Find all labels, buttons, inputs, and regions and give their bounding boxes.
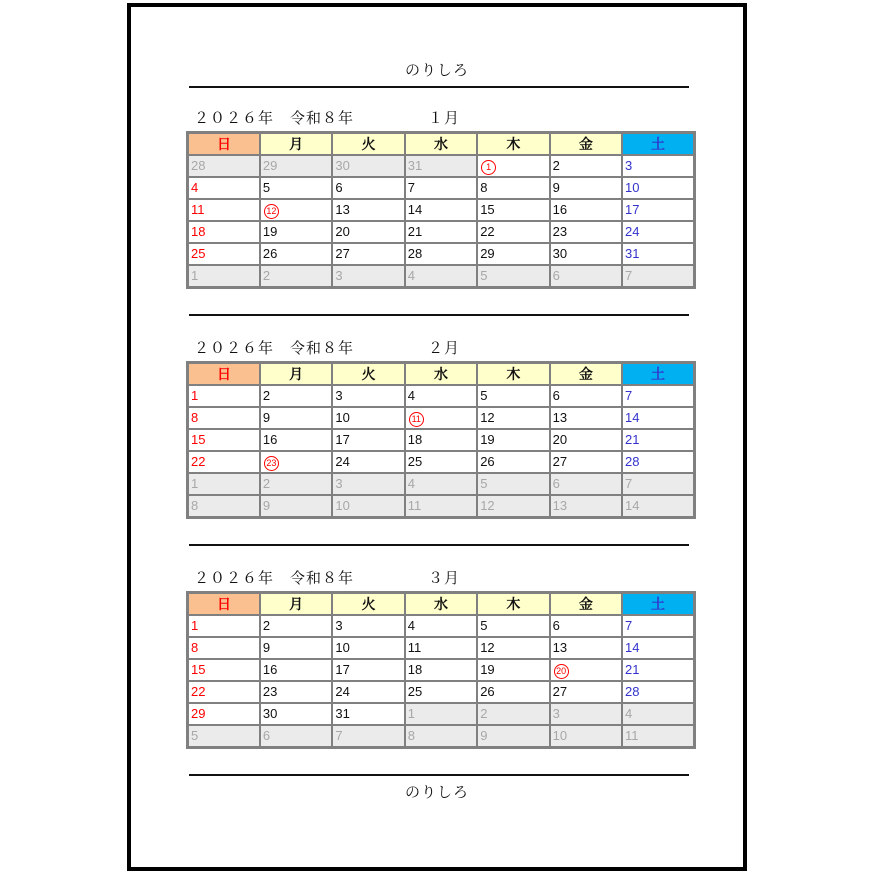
day-cell: 3 <box>622 155 694 177</box>
day-cell-out-of-month: 2 <box>260 265 332 287</box>
day-cell-out-of-month: 4 <box>405 473 477 495</box>
month-section-january <box>186 107 696 289</box>
day-cell: 1 <box>188 385 260 407</box>
day-cell-out-of-month: 12 <box>477 495 549 517</box>
weekday-header-cell: 月 <box>260 133 332 156</box>
day-cell-out-of-month: 1 <box>188 473 260 495</box>
day-cell: 6 <box>332 177 404 199</box>
day-cell: 11 <box>188 199 260 221</box>
day-cell: 25 <box>188 243 260 265</box>
day-cell-out-of-month: 30 <box>332 155 404 177</box>
day-cell-out-of-month: 13 <box>550 495 622 517</box>
day-cell: 14 <box>405 199 477 221</box>
day-cell: 18 <box>188 221 260 243</box>
weekday-header-cell: 木 <box>477 363 549 386</box>
day-cell: 26 <box>260 243 332 265</box>
weekday-header-cell: 火 <box>332 363 404 386</box>
day-cell: 22 <box>477 221 549 243</box>
calendar-page-frame <box>127 3 747 871</box>
weekday-header-cell: 土 <box>622 593 694 616</box>
day-cell: 23 <box>260 681 332 703</box>
day-cell: 1 <box>188 615 260 637</box>
day-cell-out-of-month: 28 <box>188 155 260 177</box>
day-cell-out-of-month: 4 <box>622 703 694 725</box>
day-cell: 4 <box>188 177 260 199</box>
day-cell: 14 <box>622 407 694 429</box>
holiday-circle-mark: 1 <box>481 160 496 175</box>
day-cell-out-of-month: 6 <box>550 265 622 287</box>
day-cell: 16 <box>260 429 332 451</box>
weekday-header-cell: 水 <box>405 133 477 156</box>
day-cell: 2 <box>260 385 332 407</box>
holiday-circle-mark: 11 <box>409 412 424 427</box>
day-cell-holiday <box>405 407 477 429</box>
weekday-header-row <box>188 363 695 386</box>
weekday-header-cell: 日 <box>188 363 260 386</box>
day-cell: 3 <box>332 385 404 407</box>
day-cell: 28 <box>622 681 694 703</box>
weekday-header-cell: 水 <box>405 363 477 386</box>
day-cell-out-of-month: 11 <box>405 495 477 517</box>
day-cell: 7 <box>405 177 477 199</box>
day-cell-out-of-month: 9 <box>477 725 549 747</box>
year-era-label: ２０２６年 令和８年 <box>194 110 355 127</box>
weekday-header-cell: 金 <box>550 593 622 616</box>
day-cell: 16 <box>550 199 622 221</box>
calendar-table-march <box>186 591 696 749</box>
day-cell: 8 <box>188 407 260 429</box>
day-cell: 28 <box>405 243 477 265</box>
day-cell-out-of-month: 2 <box>260 473 332 495</box>
day-cell: 30 <box>260 703 332 725</box>
day-cell: 27 <box>332 243 404 265</box>
day-cell: 27 <box>550 681 622 703</box>
calendar-week-row <box>188 659 695 681</box>
day-cell: 23 <box>550 221 622 243</box>
day-cell: 21 <box>405 221 477 243</box>
calendar-week-row <box>188 221 695 243</box>
day-cell: 3 <box>332 615 404 637</box>
day-cell: 26 <box>477 451 549 473</box>
day-cell: 12 <box>477 407 549 429</box>
day-cell-holiday <box>260 199 332 221</box>
calendar-week-row <box>188 451 695 473</box>
day-cell: 6 <box>550 615 622 637</box>
day-cell: 9 <box>260 637 332 659</box>
weekday-header-cell: 日 <box>188 133 260 156</box>
month-title <box>186 107 696 131</box>
day-cell: 29 <box>188 703 260 725</box>
day-cell-out-of-month: 3 <box>332 265 404 287</box>
day-cell: 5 <box>477 615 549 637</box>
weekday-header-cell: 木 <box>477 133 549 156</box>
day-cell-holiday <box>550 659 622 681</box>
weekday-header-cell: 月 <box>260 593 332 616</box>
day-cell: 11 <box>405 637 477 659</box>
day-cell: 2 <box>260 615 332 637</box>
calendar-week-row <box>188 495 695 517</box>
calendar-week-row <box>188 681 695 703</box>
day-cell: 19 <box>477 429 549 451</box>
weekday-header-cell: 金 <box>550 133 622 156</box>
day-cell: 25 <box>405 681 477 703</box>
holiday-circle-mark: 23 <box>264 456 279 471</box>
weekday-header-cell: 金 <box>550 363 622 386</box>
day-cell: 14 <box>622 637 694 659</box>
weekday-header-cell: 土 <box>622 363 694 386</box>
calendar-week-row <box>188 615 695 637</box>
day-cell-out-of-month: 5 <box>477 473 549 495</box>
day-cell: 25 <box>405 451 477 473</box>
day-cell-out-of-month: 6 <box>260 725 332 747</box>
calendar-week-row <box>188 429 695 451</box>
calendar-table-january <box>186 131 696 289</box>
day-cell-out-of-month: 7 <box>622 265 694 287</box>
month-name-label: ２月 <box>428 340 461 357</box>
day-cell: 19 <box>477 659 549 681</box>
weekday-header-cell: 月 <box>260 363 332 386</box>
day-cell-out-of-month: 1 <box>188 265 260 287</box>
day-cell-out-of-month: 9 <box>260 495 332 517</box>
day-cell: 6 <box>550 385 622 407</box>
fold-line-middle-2 <box>189 544 689 546</box>
month-title <box>186 337 696 361</box>
day-cell: 28 <box>622 451 694 473</box>
day-cell: 19 <box>260 221 332 243</box>
calendar-week-row <box>188 725 695 747</box>
calendar-week-row <box>188 265 695 287</box>
day-cell: 13 <box>550 407 622 429</box>
day-cell: 7 <box>622 385 694 407</box>
day-cell: 13 <box>332 199 404 221</box>
day-cell-out-of-month: 31 <box>405 155 477 177</box>
day-cell-out-of-month: 7 <box>622 473 694 495</box>
day-cell: 16 <box>260 659 332 681</box>
day-cell: 15 <box>188 659 260 681</box>
year-era-label: ２０２６年 令和８年 <box>194 570 355 587</box>
day-cell: 17 <box>332 429 404 451</box>
calendar-week-row <box>188 703 695 725</box>
day-cell: 20 <box>332 221 404 243</box>
month-section-february <box>186 337 696 519</box>
calendar-table-february <box>186 361 696 519</box>
weekday-header-cell: 火 <box>332 133 404 156</box>
day-cell-out-of-month: 5 <box>477 265 549 287</box>
day-cell-out-of-month: 3 <box>550 703 622 725</box>
day-cell-out-of-month: 11 <box>622 725 694 747</box>
day-cell: 15 <box>188 429 260 451</box>
fold-line-middle-1 <box>189 314 689 316</box>
calendar-week-row <box>188 155 695 177</box>
day-cell: 4 <box>405 615 477 637</box>
day-cell-out-of-month: 6 <box>550 473 622 495</box>
weekday-header-cell: 木 <box>477 593 549 616</box>
day-cell-out-of-month: 8 <box>188 495 260 517</box>
day-cell-out-of-month: 5 <box>188 725 260 747</box>
weekday-header-cell: 日 <box>188 593 260 616</box>
day-cell: 29 <box>477 243 549 265</box>
holiday-circle-mark: 12 <box>264 204 279 219</box>
day-cell: 8 <box>477 177 549 199</box>
day-cell: 12 <box>477 637 549 659</box>
fold-line-bottom <box>189 774 689 776</box>
calendar-week-row <box>188 177 695 199</box>
day-cell: 7 <box>622 615 694 637</box>
day-cell: 27 <box>550 451 622 473</box>
year-era-label: ２０２６年 令和８年 <box>194 340 355 357</box>
day-cell: 24 <box>332 451 404 473</box>
day-cell-out-of-month: 10 <box>550 725 622 747</box>
day-cell: 17 <box>622 199 694 221</box>
day-cell-out-of-month: 8 <box>405 725 477 747</box>
holiday-circle-mark: 20 <box>554 664 569 679</box>
day-cell: 2 <box>550 155 622 177</box>
day-cell-out-of-month: 4 <box>405 265 477 287</box>
weekday-header-cell: 水 <box>405 593 477 616</box>
day-cell: 5 <box>477 385 549 407</box>
calendar-week-row <box>188 637 695 659</box>
day-cell: 13 <box>550 637 622 659</box>
day-cell: 10 <box>332 637 404 659</box>
day-cell-out-of-month: 29 <box>260 155 332 177</box>
day-cell-holiday <box>260 451 332 473</box>
day-cell: 9 <box>550 177 622 199</box>
day-cell-out-of-month: 3 <box>332 473 404 495</box>
day-cell: 30 <box>550 243 622 265</box>
day-cell: 24 <box>622 221 694 243</box>
calendar-week-row <box>188 243 695 265</box>
weekday-header-cell: 火 <box>332 593 404 616</box>
fold-line-top <box>189 86 689 88</box>
day-cell: 26 <box>477 681 549 703</box>
month-title <box>186 567 696 591</box>
day-cell: 10 <box>622 177 694 199</box>
day-cell-out-of-month: 1 <box>405 703 477 725</box>
weekday-header-row <box>188 133 695 156</box>
glue-margin-label-bottom: のりしろ <box>404 784 469 801</box>
day-cell: 21 <box>622 429 694 451</box>
day-cell: 31 <box>332 703 404 725</box>
day-cell: 5 <box>260 177 332 199</box>
day-cell: 18 <box>405 429 477 451</box>
calendar-week-row <box>188 199 695 221</box>
day-cell-out-of-month: 7 <box>332 725 404 747</box>
day-cell-holiday <box>477 155 549 177</box>
day-cell: 31 <box>622 243 694 265</box>
day-cell: 4 <box>405 385 477 407</box>
day-cell: 18 <box>405 659 477 681</box>
calendar-week-row <box>188 407 695 429</box>
month-name-label: １月 <box>428 110 461 127</box>
day-cell-out-of-month: 10 <box>332 495 404 517</box>
day-cell: 22 <box>188 681 260 703</box>
day-cell: 8 <box>188 637 260 659</box>
month-name-label: ３月 <box>428 570 461 587</box>
day-cell: 17 <box>332 659 404 681</box>
day-cell: 22 <box>188 451 260 473</box>
day-cell: 24 <box>332 681 404 703</box>
glue-margin-label-top: のりしろ <box>404 62 469 79</box>
day-cell: 15 <box>477 199 549 221</box>
day-cell-out-of-month: 2 <box>477 703 549 725</box>
day-cell: 10 <box>332 407 404 429</box>
month-section-march <box>186 567 696 749</box>
weekday-header-row <box>188 593 695 616</box>
day-cell-out-of-month: 14 <box>622 495 694 517</box>
day-cell: 20 <box>550 429 622 451</box>
calendar-week-row <box>188 385 695 407</box>
calendar-week-row <box>188 473 695 495</box>
day-cell: 21 <box>622 659 694 681</box>
weekday-header-cell: 土 <box>622 133 694 156</box>
day-cell: 9 <box>260 407 332 429</box>
